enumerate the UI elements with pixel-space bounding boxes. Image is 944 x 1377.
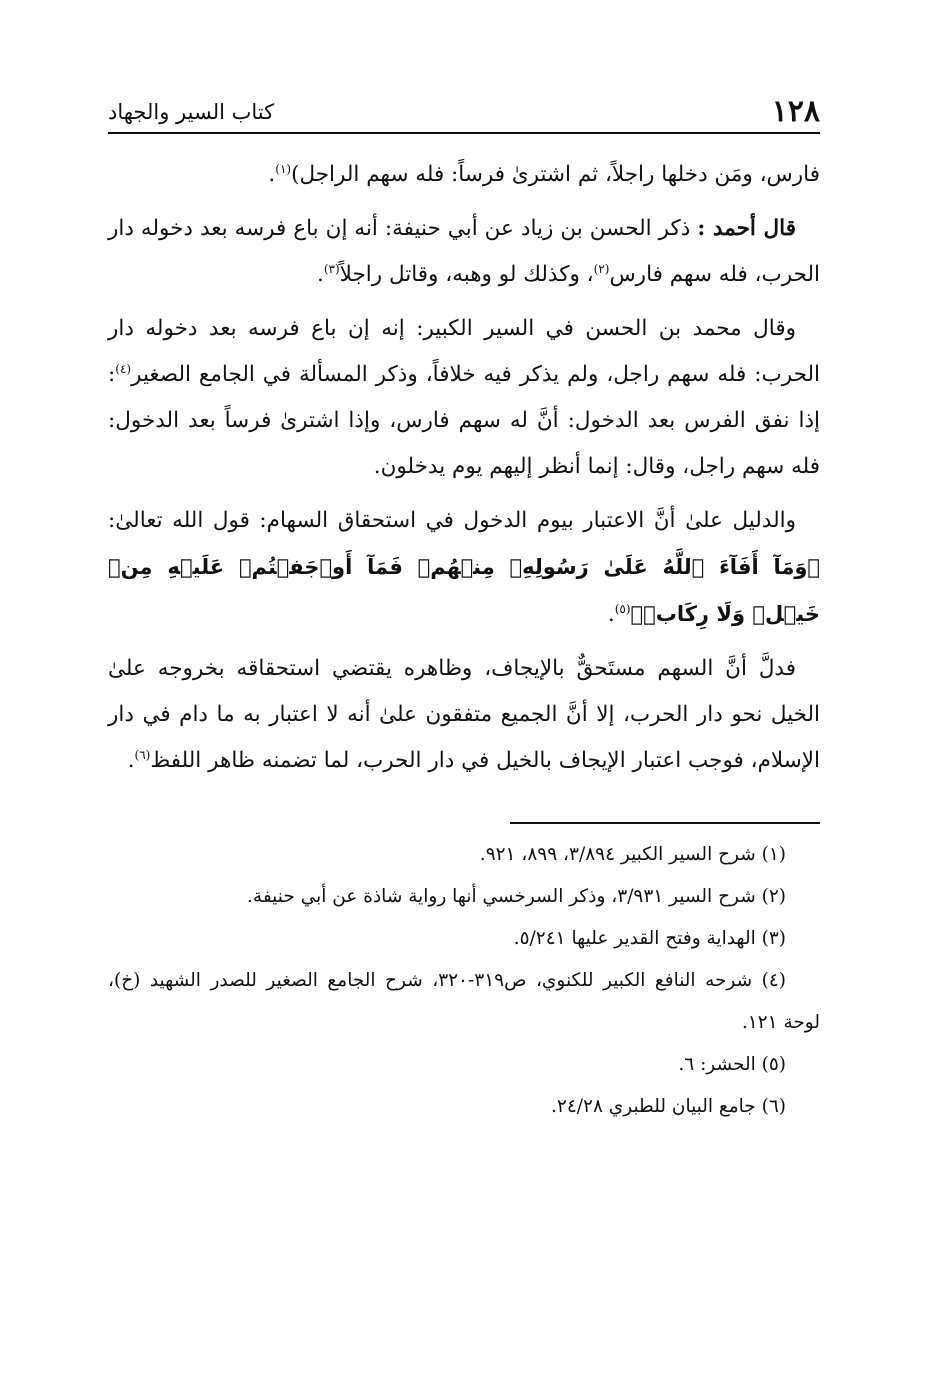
footnote-ref-3: (٣) xyxy=(323,261,340,276)
paragraph-5 xyxy=(108,646,820,784)
book-page xyxy=(108,92,820,1262)
page-number: ١٢٨ xyxy=(771,94,820,129)
paragraph-2 xyxy=(108,206,820,298)
paragraph-text: والدليل علىٰ أنَّ الاعتبار بيوم الدخول في استحقاق السهام: قول الله تعالىٰ: xyxy=(108,508,796,533)
footnotes xyxy=(108,834,820,1128)
paragraph-text: ذكر الحسن بن زياد عن أبي حنيفة: أنه إن باع فرسه بعد دخوله دار الحرب، فله سهم فارس xyxy=(108,216,820,287)
footnote-2: (٢) شرح السير ٣/٩٣١، وذكر السرخسي أنها رواية شاذة عن أبي حنيفة. xyxy=(247,886,786,907)
paragraph-4 xyxy=(108,498,820,638)
paragraph-text: فارس، ومَن دخلها راجلاً، ثم اشترىٰ فرساً: فله سهم الراجل) xyxy=(291,162,820,187)
speaker-label: قال أحمد : xyxy=(697,216,796,241)
paragraph-end: . xyxy=(268,162,276,187)
quran-verse: ﴿وَمَآ أَفَآءَ ٱللَّهُ عَلَىٰ رَسُولِهِۦ مِنۡهُمۡ فَمَآ أَوۡجَفۡتُمۡ عَلَيۡهِ مِنۡ خَيۡلٖ وَلَا رِكَابٖ﴾ xyxy=(108,555,820,626)
main-text xyxy=(108,152,820,784)
paragraph-text: : إذا نفق الفرس بعد الدخول: أنَّ له سهم فارس، وإذا اشترىٰ فرساً بعد الدخول: فله سهم راجل، وقال: إنما أنظر إليهم يوم يدخلون. xyxy=(108,362,820,479)
footnote-3: (٣) الهداية وفتح القدير عليها ٥/٢٤١. xyxy=(513,928,786,949)
running-title: كتاب السير والجهاد xyxy=(108,100,275,124)
footnote-ref-4: (٤) xyxy=(115,361,132,376)
footnote-4: (٤) شرحه النافع الكبير للكنوي، ص٣١٩-٣٢٠، شرح الجامع الصغير للصدر الشهيد (خ)، لوحة ١٢١. xyxy=(108,970,820,1033)
paragraph-text: فدلَّ أنَّ السهم مستَحقٌّ بالإيجاف، وظاهره يقتضي استحقاقه بخروجه علىٰ الخيل نحو دار الحرب، إلا أنَّ الجميع متفقون علىٰ أنه لا اعتبار به ما دام في دار الإسلام، فوجب اعتبار الإيجاف بالخيل في دار الحرب، لما تضمنه ظاهر اللفظ xyxy=(108,656,820,773)
paragraph-text: وقال محمد بن الحسن في السير الكبير: إنه إن باع فرسه بعد دخوله دار الحرب: فله سهم راجل، ولم يذكر فيه خلافاً، وذكر المسألة في الجامع الصغير xyxy=(108,316,820,387)
paragraph-text: ، وكذلك لو وهبه، وقاتل راجلاً xyxy=(339,262,594,287)
paragraph-3 xyxy=(108,306,820,490)
footnote-5: (٥) الحشر: ٦. xyxy=(678,1054,786,1075)
footnote-ref-6: (٦) xyxy=(134,747,151,762)
footnote-ref-2: (٢) xyxy=(593,261,610,276)
footnote-1: (١) شرح السير الكبير ٣/٨٩٤، ٨٩٩، ٩٢١. xyxy=(479,844,786,865)
footnote-ref-5: (٥) xyxy=(614,601,631,616)
paragraph-end: . xyxy=(316,262,324,287)
paragraph-1 xyxy=(108,152,820,198)
footnote-divider xyxy=(510,822,820,824)
paragraph-end: . xyxy=(127,748,135,773)
page-header xyxy=(108,92,820,134)
footnote-ref-1: (١) xyxy=(275,161,292,176)
paragraph-end: . xyxy=(607,602,615,627)
footnote-6: (٦) جامع البيان للطبري ٢٤/٢٨. xyxy=(551,1096,786,1117)
